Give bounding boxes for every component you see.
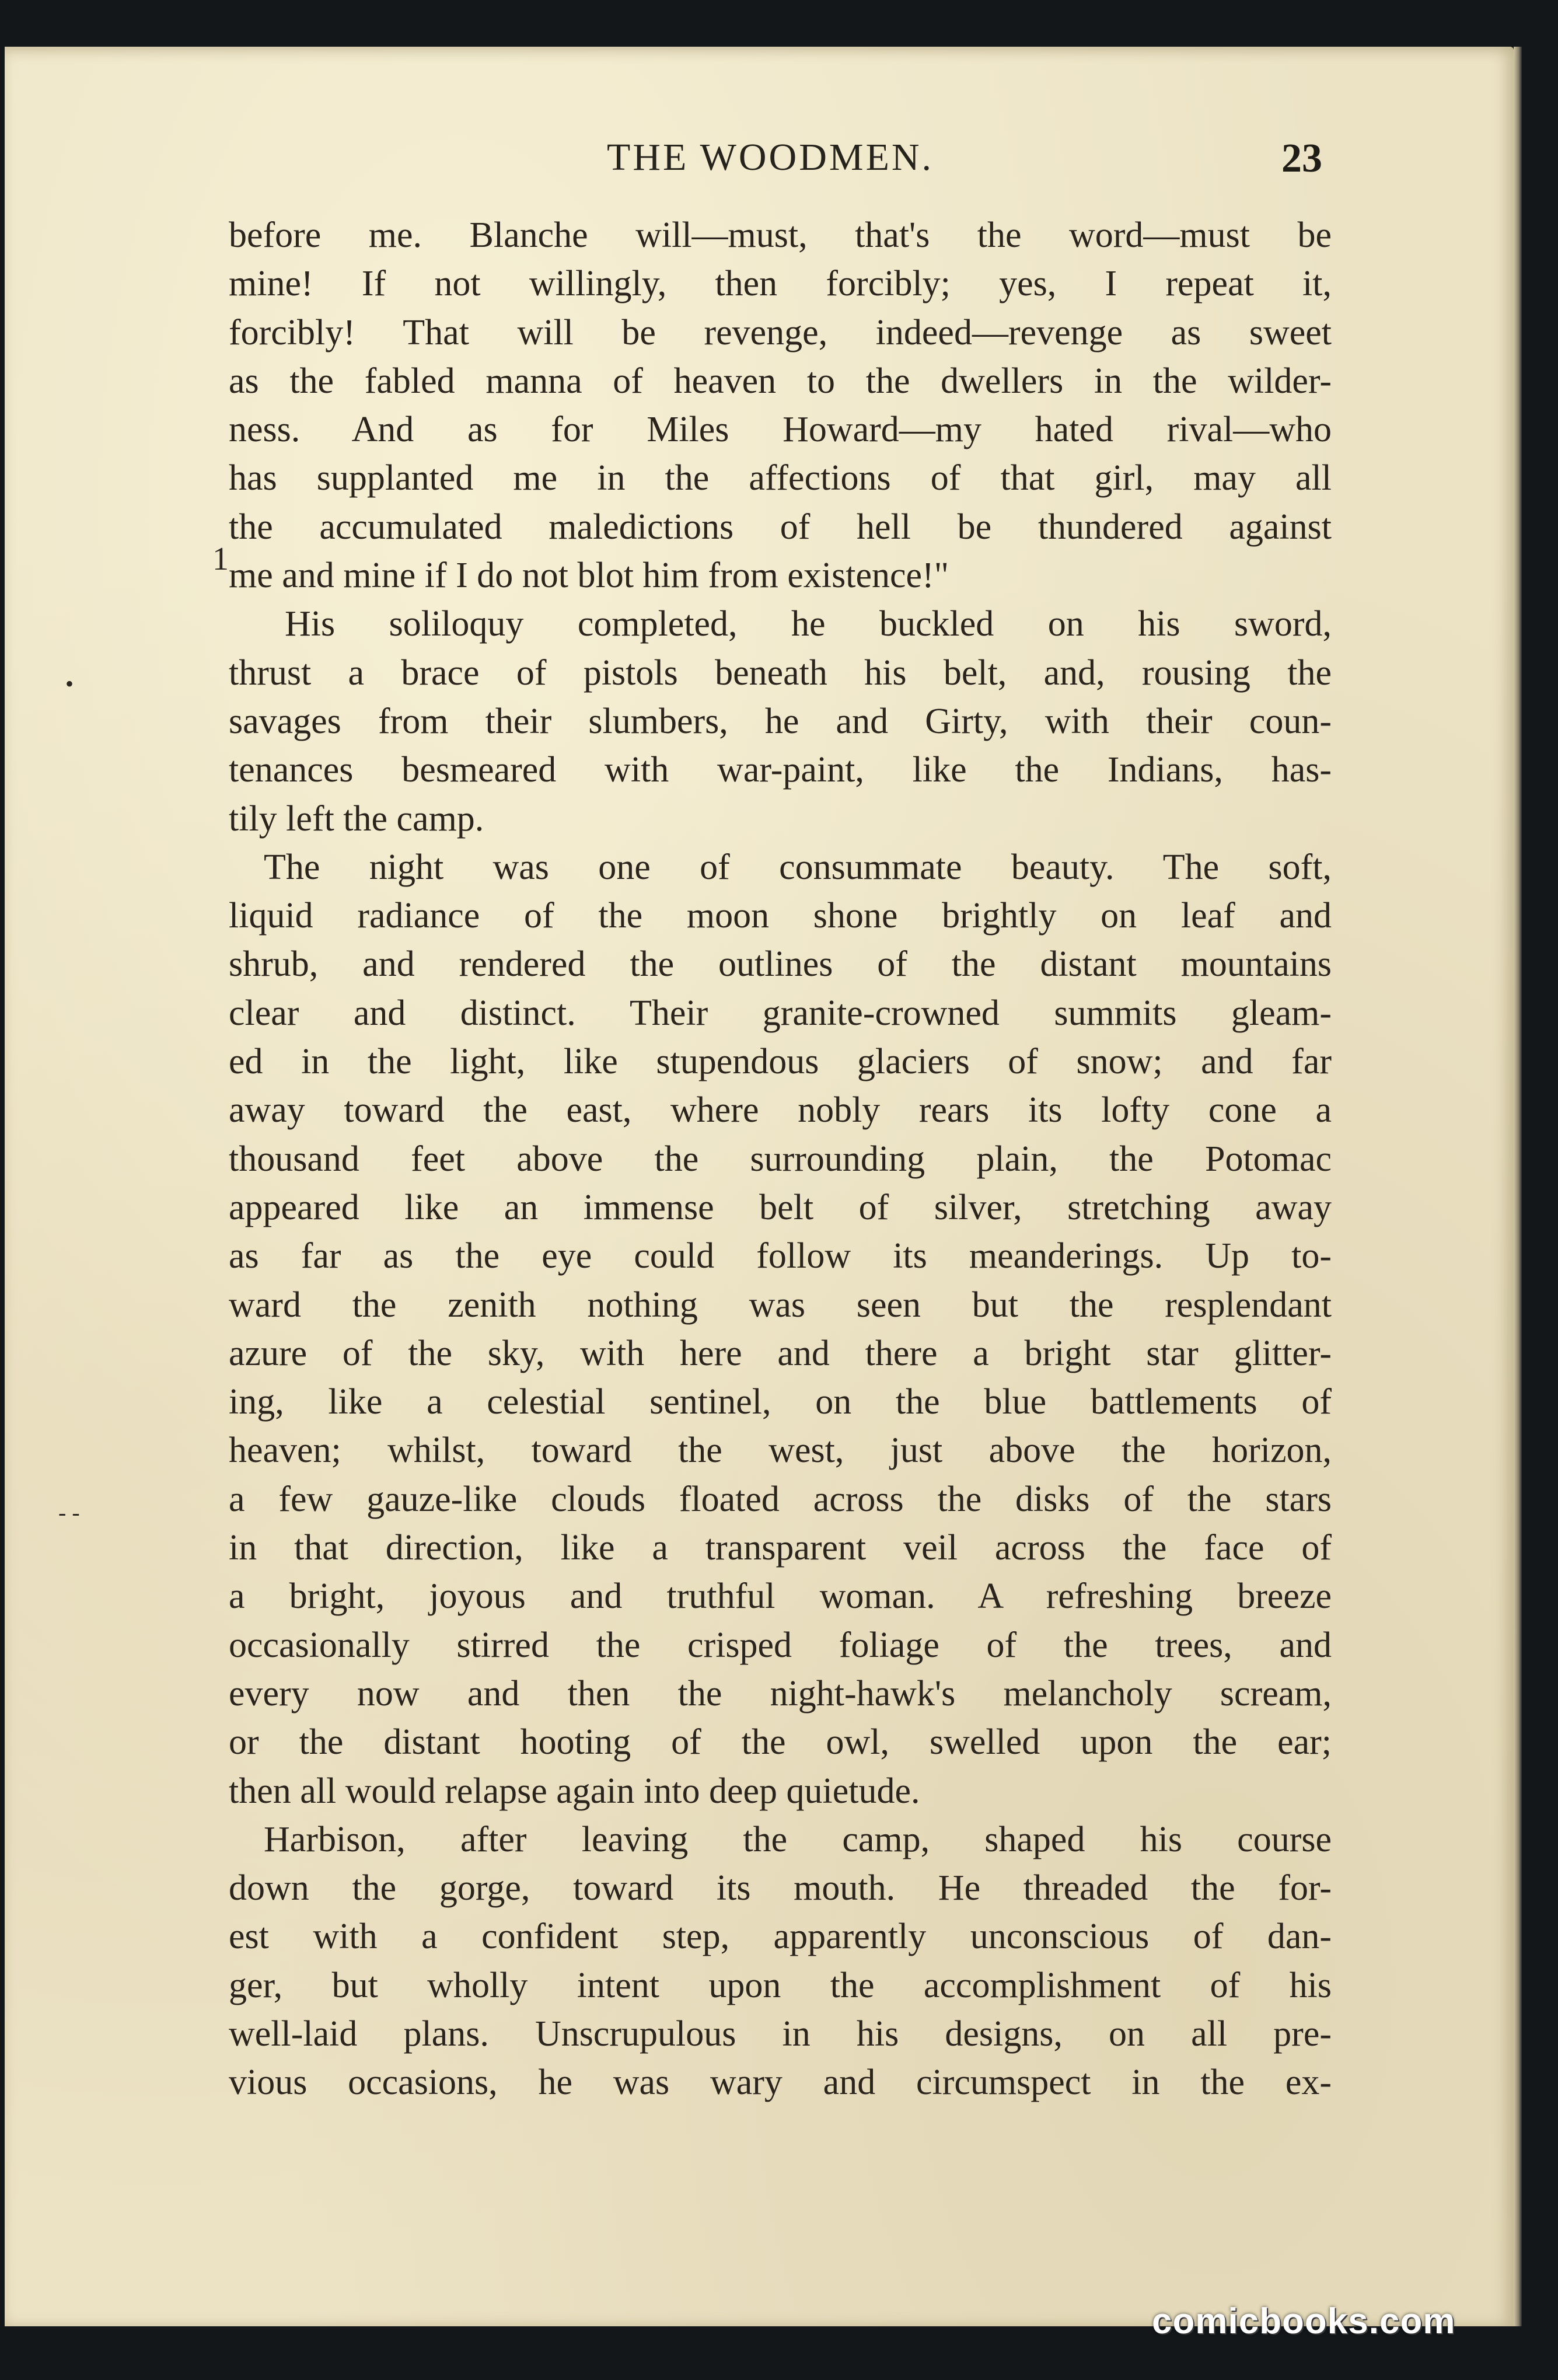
text-line: ness. And as for Miles Howard—my hated rival—who [229, 410, 1332, 450]
text-line: clear and distinct. Their granite-crowned summits gleam- [229, 993, 1332, 1033]
margin-mark: 1 [212, 541, 229, 577]
text-line: a few gauze-like clouds floated across the disks of the stars [229, 1479, 1332, 1519]
text-line: thousand feet above the surrounding plain, the Potomac [229, 1139, 1332, 1179]
text-line: forcibly! That will be revenge, indeed—revenge as sweet [229, 312, 1332, 353]
text-line: the accumulated maledictions of hell be thundered against [229, 507, 1332, 547]
text-line: est with a confident step, apparently unconscious of dan- [229, 1917, 1332, 1957]
text-line: thrust a brace of pistols beneath his belt, and, rousing the [229, 652, 1332, 693]
text-line: away toward the east, where nobly rears its lofty cone a [229, 1090, 1332, 1130]
text-line: occasionally stirred the crisped foliage of the trees, and [229, 1625, 1332, 1665]
text-line: appeared like an immense belt of silver, stretching away [229, 1187, 1332, 1227]
text-line: before me. Blanche will—must, that's the word—must be [229, 215, 1332, 255]
text-line: ing, like a celestial sentinel, on the blue battlements of [229, 1382, 1332, 1422]
body-text [229, 211, 1332, 2107]
margin-dash-mark: - - [58, 1499, 80, 1526]
paragraph-first-line: The night was one of consummate beauty. The soft, [264, 847, 1332, 887]
text-line: tily left the camp. [229, 798, 484, 839]
text-line: well-laid plans. Unscrupulous in his designs, on all pre- [229, 2013, 1332, 2054]
text-line: shrub, and rendered the outlines of the distant mountains [229, 944, 1332, 985]
text-line: a bright, joyous and truthful woman. A refreshing breeze [229, 1576, 1332, 1617]
text-line: or the distant hooting of the owl, swelled upon the ear; [229, 1722, 1332, 1763]
page-edge-shadow [1514, 47, 1522, 2326]
text-line: ward the zenith nothing was seen but the resplendant [229, 1285, 1332, 1325]
text-line: heaven; whilst, toward the west, just above the horizon, [229, 1430, 1332, 1471]
text-line: as the fabled manna of heaven to the dwellers in the wilder- [229, 361, 1332, 401]
text-line: vious occasions, he was wary and circumspect in the ex- [229, 2063, 1332, 2103]
text-line: has supplanted me in the affections of that girl, may all [229, 458, 1332, 498]
text-line: in that direction, like a transparent veil across the face of [229, 1528, 1332, 1568]
text-line: tenances besmeared with war-paint, like the Indians, has- [229, 750, 1332, 790]
text-line: then all would relapse again into deep quietude. [229, 1771, 920, 1811]
text-line: azure of the sky, with here and there a bright star glitter- [229, 1333, 1332, 1373]
text-line: down the gorge, toward its mouth. He threaded the for- [229, 1868, 1332, 1908]
text-line: ed in the light, like stupendous glaciers of snow; and far [229, 1042, 1332, 1082]
text-line: ger, but wholly intent upon the accomplishment of his [229, 1965, 1332, 2005]
watermark-logo: comicbooks.com [1152, 2301, 1456, 2341]
page-number: 23 [1281, 136, 1322, 181]
text-line: me and mine if I do not blot him from existence!" [229, 556, 949, 596]
paragraph-first-line: His soliloquy completed, he buckled on his sword, [285, 604, 1332, 644]
text-line: every now and then the night-hawk's melancholy scream, [229, 1673, 1332, 1714]
text-line: mine! If not willingly, then forcibly; yes, I repeat it, [229, 264, 1332, 304]
paragraph-first-line: Harbison, after leaving the camp, shaped his course [264, 1819, 1332, 1859]
text-line: savages from their slumbers, he and Girty, with their coun- [229, 701, 1332, 741]
margin-bullet-mark: • [65, 671, 74, 697]
text-line: liquid radiance of the moon shone brightly on leaf and [229, 896, 1332, 936]
text-line: as far as the eye could follow its meanderings. Up to- [229, 1236, 1332, 1276]
running-title: THE WOODMEN. [607, 136, 934, 179]
